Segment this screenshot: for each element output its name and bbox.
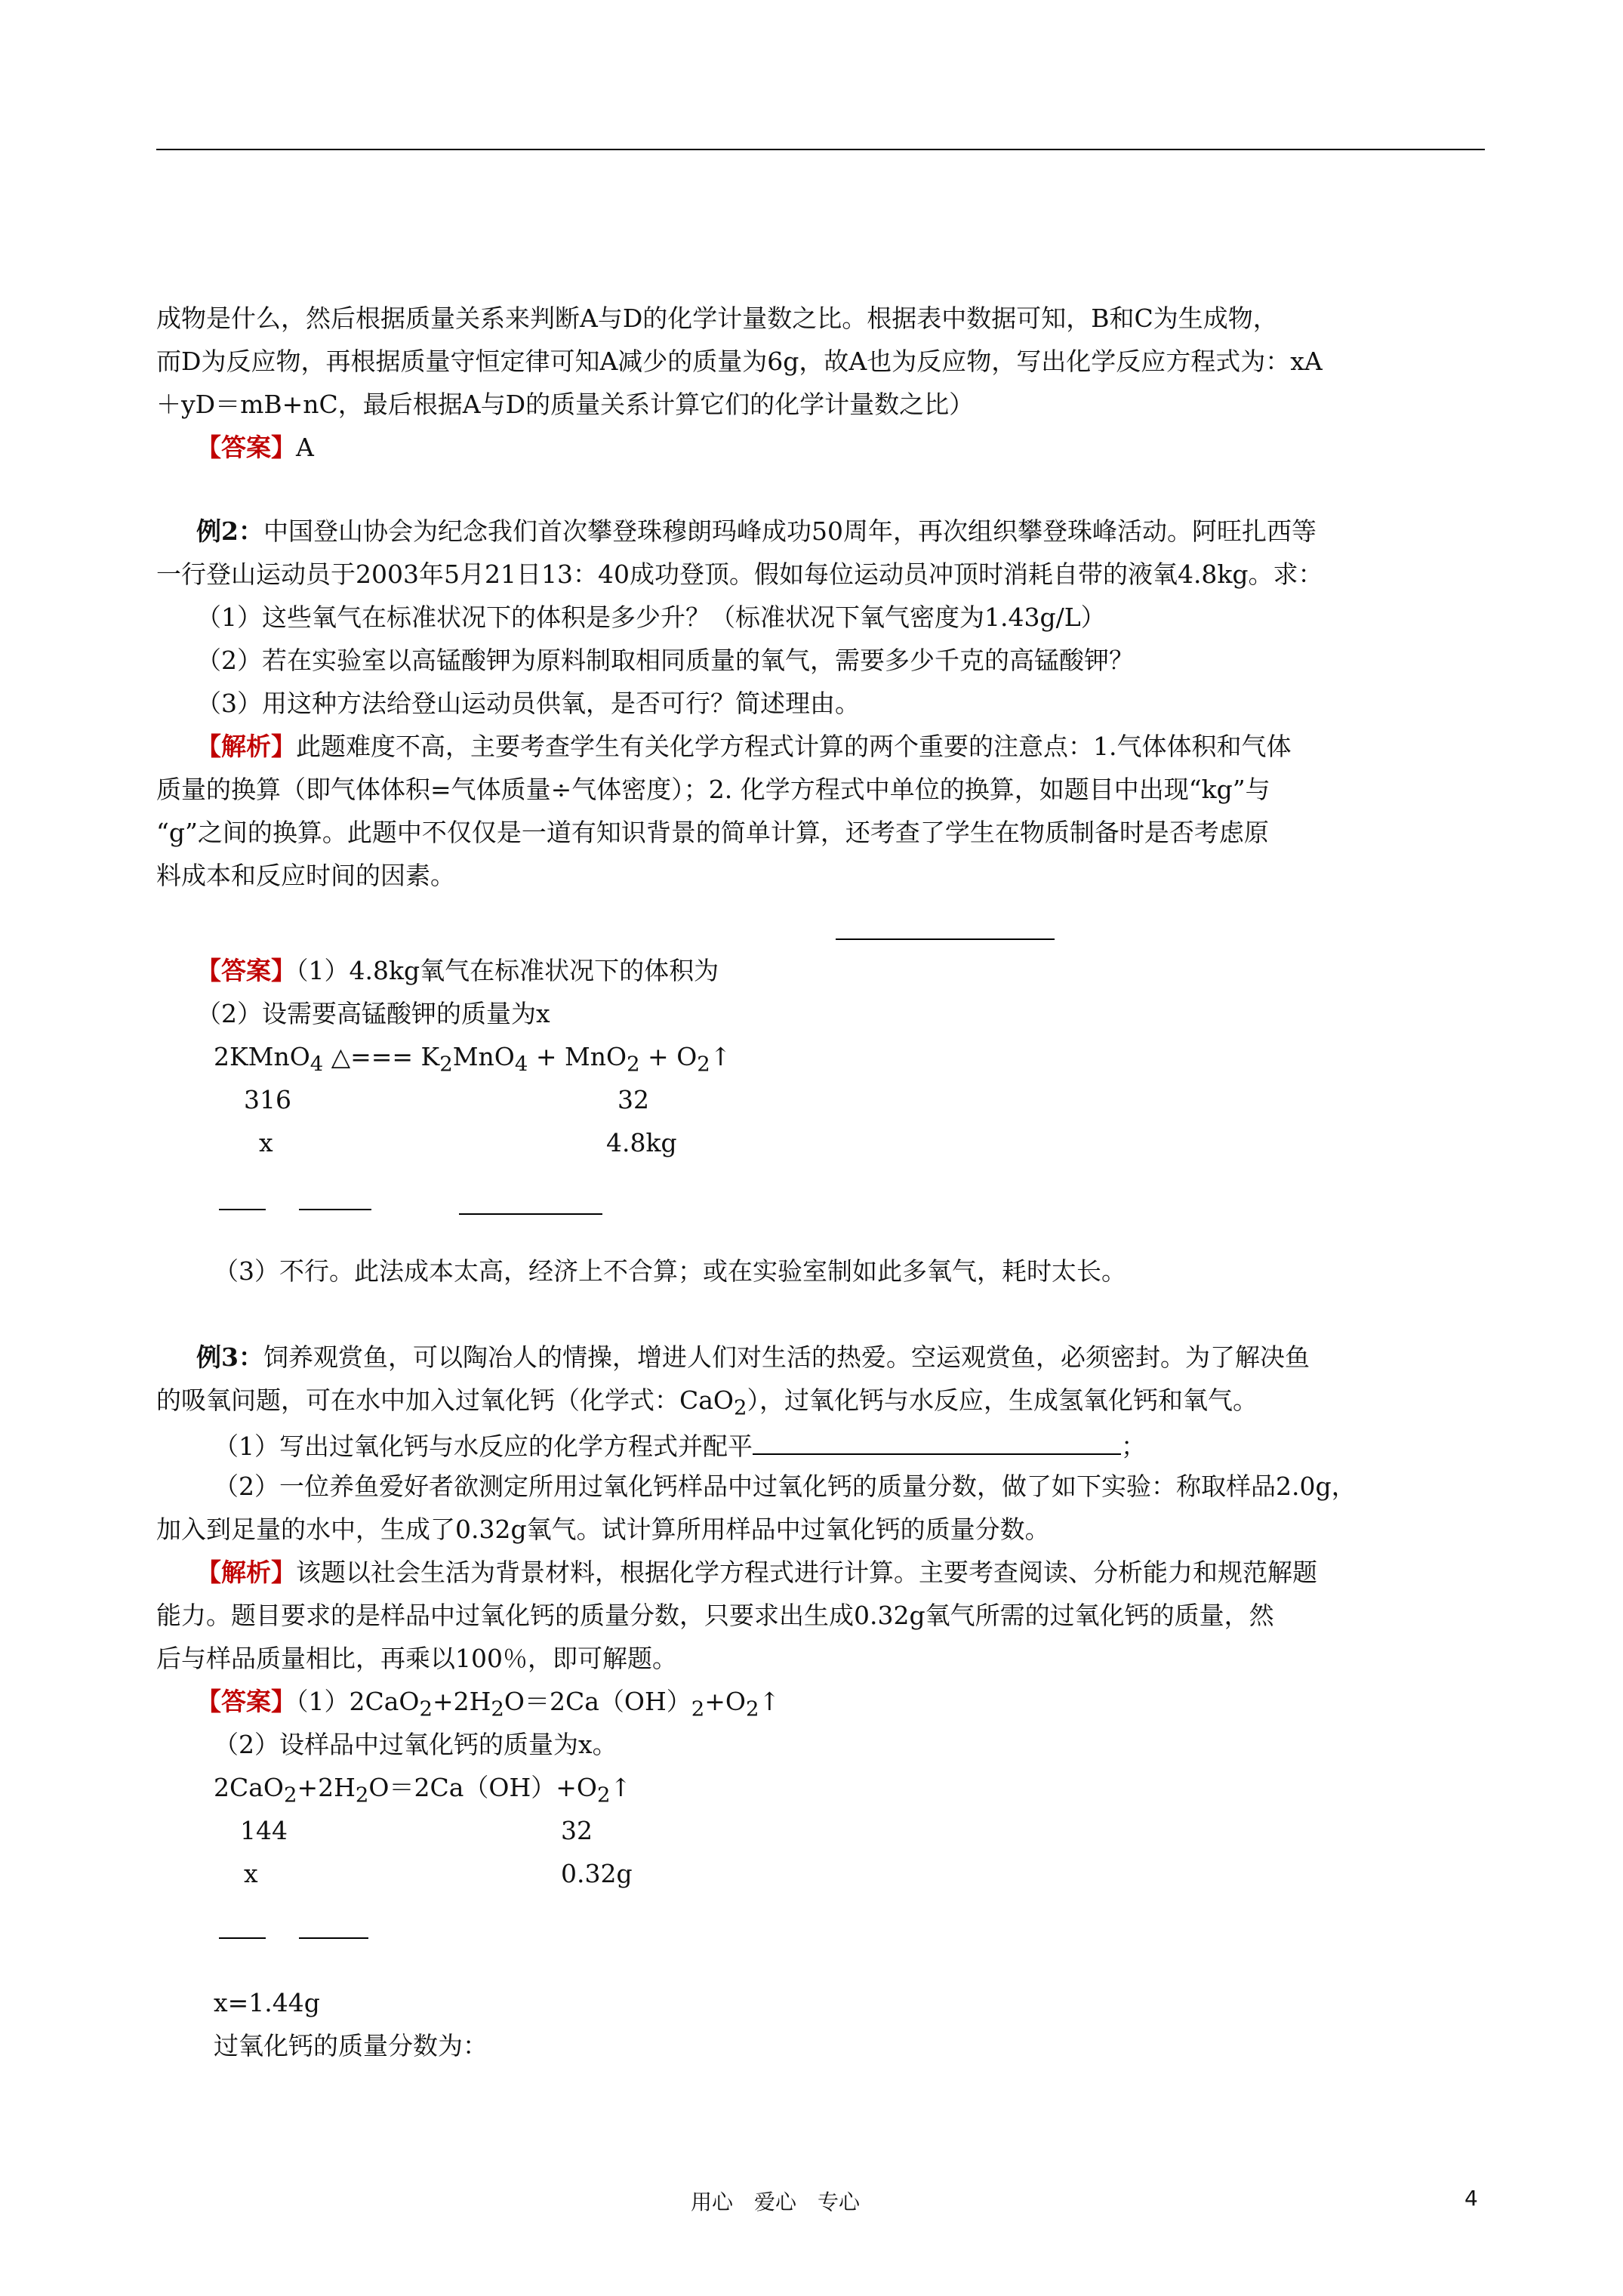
question-text: 中国登山协会为纪念我们首次攀登珠穆朗玛峰成功50周年，再次组织攀登珠峰活动。阿旺扎西等: [263, 516, 1317, 546]
text-line: 后与样品质量相比，再乘以100％，即可解题。: [156, 1644, 677, 1673]
text-line: 质量的换算（即气体体积=气体质量÷气体密度）；2. 化学方程式中单位的换算，如题目中出现“kg”与: [156, 775, 1270, 804]
sub-question: （2）一位养鱼爱好者欲测定所用过氧化钙样品中过氧化钙的质量分数，做了如下实验：称取样品2.0g，: [214, 1472, 1357, 1501]
result-line: x=1.44g: [214, 1988, 320, 2017]
molar-mass: 144: [240, 1816, 288, 1845]
quantity: x: [259, 1128, 273, 1157]
sub-question: （1）这些氧气在标准状况下的体积是多少升？（标准状况下氧气密度为1.43g/L）: [196, 603, 1106, 632]
analysis-line: [196, 1560, 1317, 1585]
example-label: 例2：: [196, 516, 263, 546]
answer-line: （2）设需要高锰酸钾的质量为x: [196, 999, 550, 1028]
answer-line: （3）不行。此法成本太高，经济上不合算；或在实验室制如此多氧气，耗时太长。: [214, 1256, 1126, 1286]
ex3-question: [196, 1342, 1310, 1372]
answer-tag: 【答案】: [196, 1687, 296, 1716]
result-line: 过氧化钙的质量分数为：: [214, 2031, 488, 2060]
fraction-bar: [836, 938, 1055, 940]
sub-question: （3）用这种方法给登山运动员供氧，是否可行？简述理由。: [196, 689, 860, 718]
answer-tag: 【答案】: [196, 433, 296, 462]
answer-tag: 【答案】: [196, 956, 296, 985]
analysis-text: 该题以社会生活为背景材料，根据化学方程式进行计算。主要考查阅读、分析能力和规范解题: [296, 1558, 1317, 1587]
molar-mass: 32: [561, 1816, 593, 1845]
chemical-equation: 2KMnO$_4$ △=== $K_2MnO_4 + MnO_2$ + $O_2↑$: [214, 1042, 731, 1077]
header-rule: [156, 149, 1485, 150]
quantity: x: [244, 1859, 258, 1888]
fraction-bar: [219, 1937, 266, 1939]
answer-text: A: [296, 433, 314, 462]
answer-line: [196, 958, 719, 983]
quantity: 0.32g: [561, 1859, 633, 1888]
text-line: 而D为反应物，再根据质量守恒定律可知A减少的质量为6g，故A也为反应物，写出化学反应方程式为：xA: [156, 347, 1323, 376]
analysis-tag: 【解析】: [196, 732, 296, 761]
quantity: 4.8kg: [606, 1128, 677, 1157]
text-line: 能力。题目要求的是样品中过氧化钙的质量分数，只要求出生成0.32g氧气所需的过氧化钙的质量，然: [156, 1601, 1274, 1630]
fraction-bar: [219, 1209, 266, 1210]
text-line: 成物是什么，然后根据质量关系来判断A与D的化学计量数之比。根据表中数据可知，B和C为生成物，: [156, 304, 1278, 333]
answer-line: （2）设样品中过氧化钙的质量为x。: [214, 1730, 617, 1759]
molar-mass: 32: [617, 1085, 649, 1114]
page-number: 4: [1464, 2186, 1478, 2211]
text-line: 加入到足量的水中，生成了0.32g氧气。试计算所用样品中过氧化钙的质量分数。: [156, 1515, 1050, 1544]
question-text: 饲养观赏鱼，可以陶冶人的情操，增进人们对生活的热爱。空运观赏鱼，必须密封。为了解决鱼: [263, 1342, 1310, 1372]
text-line: “g”之间的换算。此题中不仅仅是一道有知识背景的简单计算，还考查了学生在物质制备时是否考虑原: [156, 818, 1269, 847]
sub-question: （2）若在实验室以高锰酸钾为原料制取相同质量的氧气，需要多少千克的高锰酸钾？: [196, 646, 1134, 675]
answer-text: （1）4.8kg氧气在标准状况下的体积为: [296, 956, 719, 985]
text-line: 的吸氧问题，可在水中加入过氧化钙（化学式：CaO$_2$），过氧化钙与水反应，生成氢氧化钙和氧气。: [156, 1385, 1258, 1420]
text-line: 料成本和反应时间的因素。: [156, 861, 455, 890]
chemical-equation: $2CaO_2+2H_2O=2Ca(OH)+O_2↑$: [214, 1773, 632, 1808]
ex2-question: [196, 516, 1317, 546]
sub-question: （1）写出过氧化钙与水反应的化学方程式并配平 ；: [214, 1432, 1146, 1461]
fraction-bar: [459, 1213, 602, 1215]
ex1-answer: [196, 435, 314, 460]
fraction-bar: [299, 1937, 368, 1939]
text-line: 一行登山运动员于2003年5月21日13：40成功登顶。假如每位运动员冲顶时消耗自带的液氧4.8kg。求：: [156, 559, 1323, 589]
footer-slogan: 用心 爱心 专心: [691, 2190, 861, 2214]
text-line: ＋yD＝mB+nC，最后根据A与D的质量关系计算它们的化学计量数之比）: [156, 390, 975, 419]
answer-line: 【答案】$(1)2CaO_2+2H_2O=2Ca(OH)_2+O_2↑$: [196, 1687, 781, 1721]
fraction-bar: [299, 1209, 371, 1210]
analysis-tag: 【解析】: [196, 1558, 296, 1587]
answer-blank[interactable]: [753, 1431, 1121, 1455]
analysis-text: 此题难度不高，主要考查学生有关化学方程式计算的两个重要的注意点：1.气体体积和气体: [296, 732, 1292, 761]
analysis-line: [196, 734, 1292, 759]
molar-mass: 316: [244, 1085, 291, 1114]
example-label: 例3：: [196, 1342, 263, 1372]
